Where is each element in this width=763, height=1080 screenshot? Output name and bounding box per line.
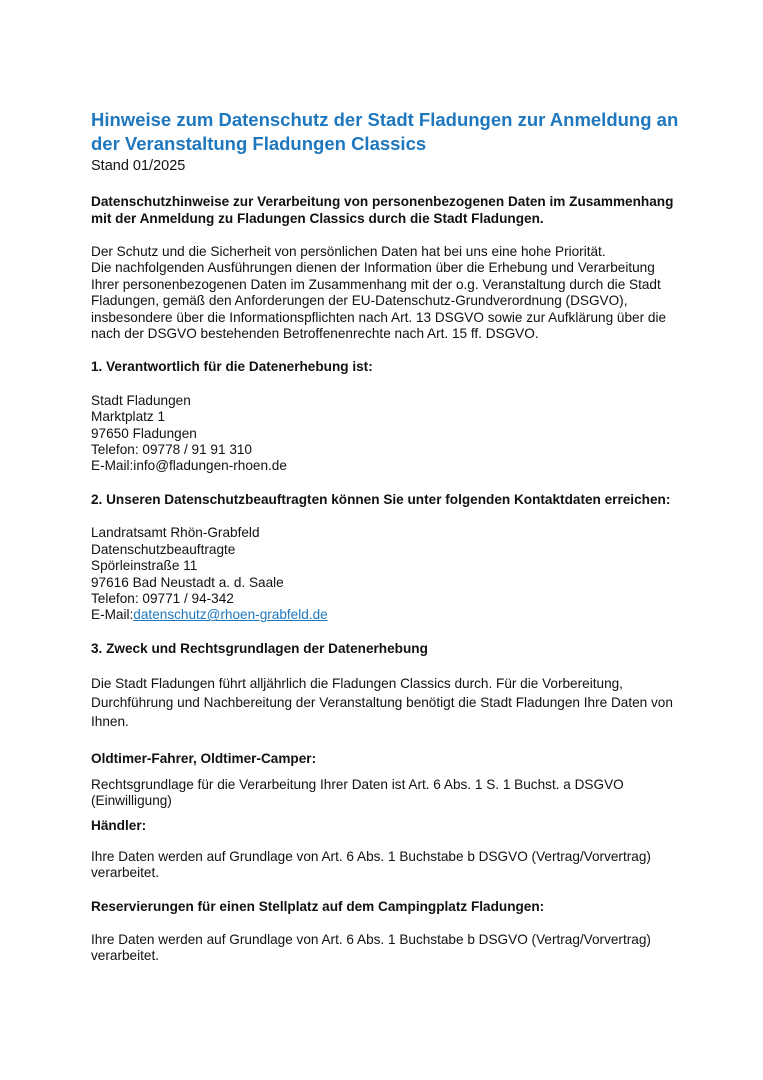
address-line: Marktplatz 1 [91, 409, 166, 425]
subheading-oldtimer: Oldtimer-Fahrer, Oldtimer-Camper: [91, 751, 317, 767]
intro-heading: Datenschutzhinweise zur Verarbeitung von personenbezogenen Daten im Zusammenhang mit der Anmeldung zu Fladungen Classics durch die Stadt Fladungen. [91, 194, 674, 226]
intro-line-priority: Der Schutz und die Sicherheit von persönlichen Daten hat bei uns eine hohe Priorität. [91, 244, 606, 259]
address-block [91, 393, 681, 475]
section-purpose [91, 641, 681, 965]
document-date: Stand 01/2025 [91, 158, 186, 174]
legal-basis-camping: Ihre Daten werden auf Grundlage von Art. 6 Abs. 1 Buchstabe b DSGVO (Vertrag/Vorvertrag) verarbeitet. [91, 931, 651, 964]
phone-line: Telefon: 09771 / 94-342 [91, 590, 234, 606]
address-block [91, 525, 681, 623]
section-heading: 3. Zweck und Rechtsgrundlagen der Datenerhebung [91, 640, 428, 656]
document-title: Hinweise zum Datenschutz der Stadt Fladungen zur Anmeldung an der Veranstaltung Fladungen Classics [91, 109, 679, 154]
section-heading: 2. Unseren Datenschutzbeauftragten können Sie unter folgenden Kontaktdaten erreichen: [91, 491, 671, 507]
legal-basis-oldtimer: Rechtsgrundlage für die Verarbeitung Ihrer Daten ist Art. 6 Abs. 1 S. 1 Buchst. a DSGVO (Einwilligung) [91, 776, 624, 808]
email-line [91, 607, 681, 623]
intro-text [91, 244, 681, 342]
address-line: 97650 Fladungen [91, 425, 197, 441]
legal-basis-traders: Ihre Daten werden auf Grundlage von Art. 6 Abs. 1 Buchstabe b DSGVO (Vertrag/Vorvertrag) verarbeitet. [91, 848, 651, 881]
subheading-traders: Händler: [91, 818, 147, 834]
address-line: Landratsamt Rhön-Grabfeld [91, 525, 260, 541]
section-heading: 1. Verantwortlich für die Datenerhebung ist: [91, 359, 373, 375]
purpose-text: Die Stadt Fladungen führt alljährlich die Fladungen Classics durch. Für die Vorbereitung, Durchführung und Nachbereitung der Veranstaltung benötigt die Stadt Fladungen Ihre Daten von Ihnen. [91, 676, 673, 730]
document-content [91, 108, 681, 965]
email-line [91, 458, 681, 474]
email-label: E-Mail: [91, 458, 134, 474]
phone-line: Telefon: 09778 / 91 91 310 [91, 442, 252, 458]
section-responsible [91, 359, 681, 474]
address-line: Spörleinstraße 11 [91, 558, 198, 574]
address-line: 97616 Bad Neustadt a. d. Saale [91, 574, 284, 590]
subheading-camping: Reservierungen für einen Stellplatz auf dem Campingplatz Fladungen: [91, 898, 545, 914]
email-address: info@fladungen-rhoen.de [133, 458, 287, 474]
intro-line-information: Die nachfolgenden Ausführungen dienen der Information über die Erhebung und Verarbeitung Ihrer personenbezogenen Daten im Zusammenhang mit der o.g. Veranstaltung durch die Stadt Fladungen, gemäß den Anforderungen der EU-Datenschutz-Grundverordnung (DSGVO), insbesondere über die Informationspflichten nach Art. 13 DSGVO sowie zur Aufklärung über die nach der DSGVO bestehenden Betroffenenrechte nach Art. 15 ff. DSGVO. [91, 260, 667, 342]
address-line: Stadt Fladungen [91, 392, 191, 408]
section-data-protection-officer [91, 492, 681, 624]
email-link[interactable]: datenschutz@rhoen-grabfeld.de [133, 607, 328, 623]
address-line: Datenschutzbeauftragte [91, 541, 236, 557]
email-label: E-Mail: [91, 607, 134, 623]
